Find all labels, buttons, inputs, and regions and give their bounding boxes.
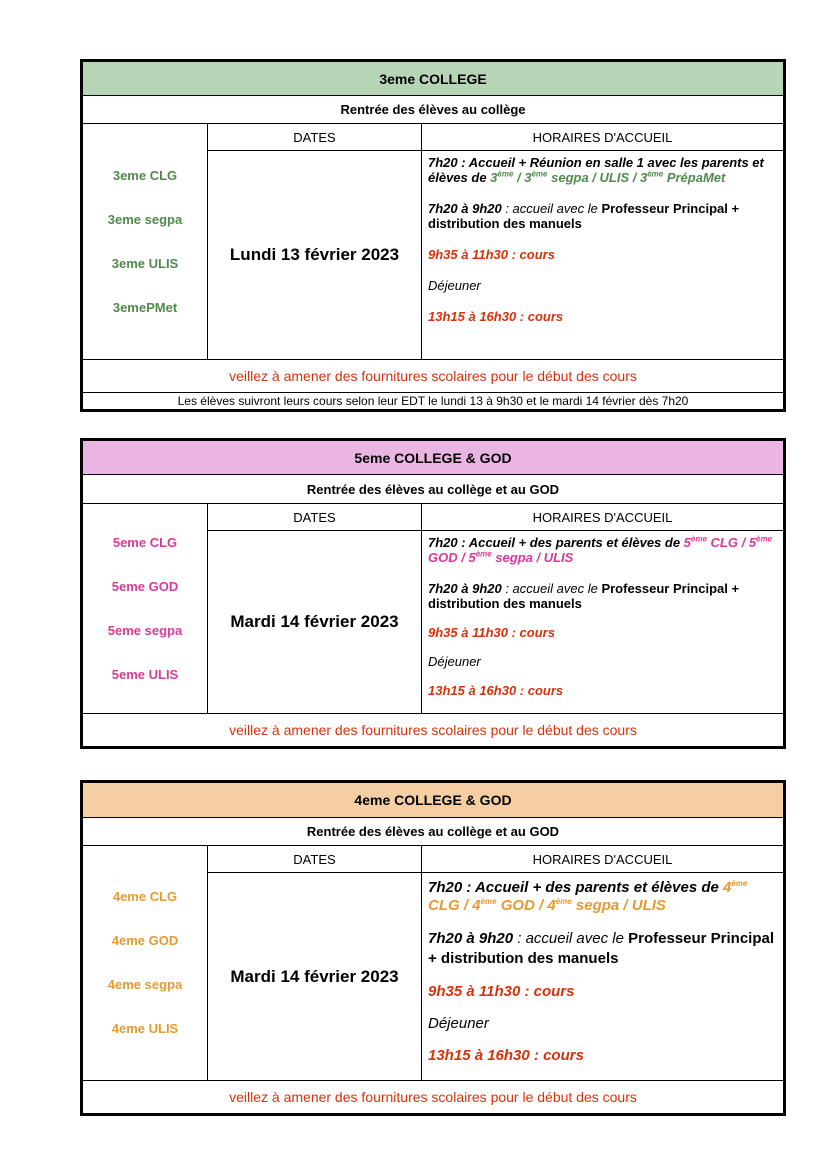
level-item: 3eme CLG: [112, 167, 178, 183]
schedule-table: [82, 782, 784, 1114]
level-list: [83, 846, 208, 1081]
block-5eme: [80, 438, 786, 749]
schedule-table: [82, 61, 784, 410]
block-subtitle: Rentrée des élèves au collège et au GOD: [83, 475, 784, 504]
block-title: 5eme COLLEGE & GOD: [83, 441, 784, 475]
supplies-note: veillez à amener des fournitures scolaires pour le début des cours: [83, 714, 784, 747]
date-cell: Lundi 13 février 2023: [208, 151, 422, 360]
cours-morning: 9h35 à 11h30 : cours: [428, 247, 555, 262]
supplies-note: veillez à amener des fournitures scolaires pour le début des cours: [83, 1081, 784, 1114]
cours-afternoon: 13h15 à 16h30 : cours: [428, 683, 564, 698]
col-header-dates: DATES: [208, 846, 422, 873]
accueil-line: 7h20 : Accueil + Réunion en salle 1 avec les parents et élèves de 3ème / 3ème segpa / ULIS / 3ème PrépaMet: [428, 155, 764, 185]
date-cell: Mardi 14 février 2023: [208, 531, 422, 714]
block-subtitle: Rentrée des élèves au collège et au GOD: [83, 818, 784, 846]
horaires-cell: [422, 873, 784, 1081]
horaires-cell: [422, 151, 784, 360]
accueil-line: 7h20 : Accueil + des parents et élèves de 5ème CLG / 5ème GOD / 5ème segpa / ULIS: [428, 534, 773, 565]
block-4eme: [80, 780, 786, 1116]
schedule-table: [82, 440, 784, 747]
footer-note: Les élèves suivront leurs cours selon leur EDT le lundi 13 à 9h30 et le mardi 14 février dès 7h20: [83, 393, 784, 410]
block-title: 4eme COLLEGE & GOD: [83, 783, 784, 818]
level-list: [83, 124, 208, 360]
level-item: 5eme CLG: [112, 534, 178, 550]
horaires-cell: [422, 531, 784, 714]
level-item: 4eme ULIS: [111, 1021, 179, 1036]
pp-line: 7h20 à 9h20 : accueil avec le Professeur Principal + distribution des manuels: [428, 581, 740, 611]
level-item: 4eme segpa: [107, 977, 183, 992]
col-header-dates: DATES: [208, 504, 422, 531]
dejeuner-line: Déjeuner: [428, 278, 481, 293]
level-item: 3eme ULIS: [111, 255, 179, 271]
cours-morning: 9h35 à 11h30 : cours: [428, 983, 575, 1000]
supplies-note: veillez à amener des fournitures scolaires pour le début des cours: [83, 360, 784, 393]
level-item: 5eme ULIS: [111, 666, 179, 682]
dejeuner-line: Déjeuner: [428, 654, 481, 669]
dejeuner-line: Déjeuner: [428, 1015, 489, 1032]
level-list: [83, 504, 208, 714]
cours-morning: 9h35 à 11h30 : cours: [428, 625, 555, 640]
level-item: 4eme GOD: [111, 933, 179, 948]
col-header-horaires: HORAIRES D'ACCUEIL: [422, 504, 784, 531]
date-cell: Mardi 14 février 2023: [208, 873, 422, 1081]
accueil-line: 7h20 : Accueil + des parents et élèves de 4ème CLG / 4ème GOD / 4ème segpa / ULIS: [428, 879, 748, 914]
block-title: 3eme COLLEGE: [83, 62, 784, 96]
cours-afternoon: 13h15 à 16h30 : cours: [428, 309, 564, 324]
pp-line: 7h20 à 9h20 : accueil avec le Professeur Principal + distribution des manuels: [428, 930, 775, 967]
col-header-horaires: HORAIRES D'ACCUEIL: [422, 124, 784, 151]
cours-afternoon: 13h15 à 16h30 : cours: [428, 1047, 584, 1064]
block-subtitle: Rentrée des élèves au collège: [83, 96, 784, 124]
level-item: 4eme CLG: [112, 889, 178, 904]
level-item: 3eme segpa: [107, 211, 183, 227]
level-item: 3emePMet: [112, 299, 178, 315]
pp-line: 7h20 à 9h20 : accueil avec le Professeur Principal + distribution des manuels: [428, 201, 740, 231]
block-3eme: [80, 59, 786, 412]
col-header-horaires: HORAIRES D'ACCUEIL: [422, 846, 784, 873]
level-item: 5eme GOD: [111, 578, 179, 594]
col-header-dates: DATES: [208, 124, 422, 151]
level-item: 5eme segpa: [107, 622, 183, 638]
